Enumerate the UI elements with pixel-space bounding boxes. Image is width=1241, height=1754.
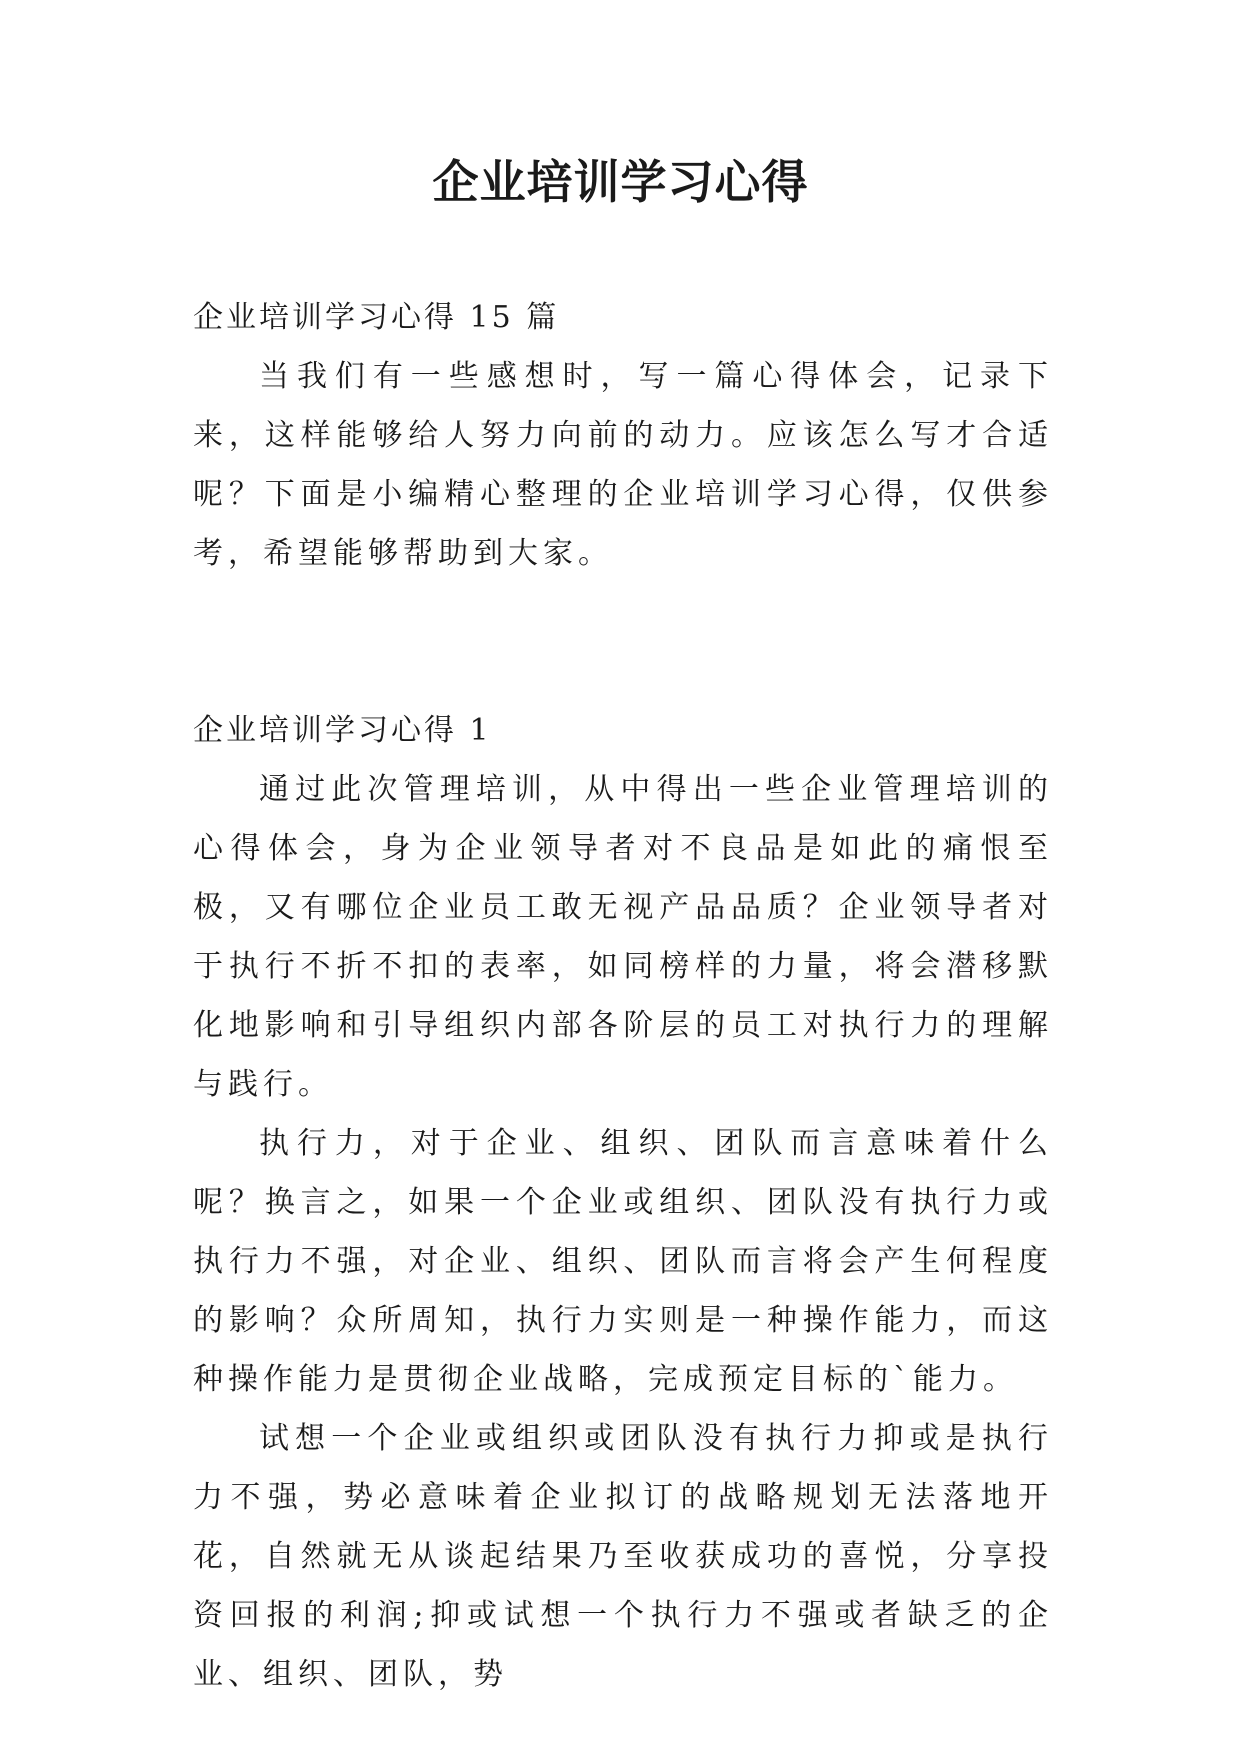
document-title: 企业培训学习心得 [432,155,809,209]
body-paragraph-3: 试想一个企业或组织或团队没有执行力抑或是执行力不强，势必意味着企业拟订的战略规划无法落地开花，自然就无从谈起结果乃至收获成功的喜悦，分享投资回报的利润;抑或试想一个执行力不强或者缺乏的企业、组织、团队，势 [193,1421,1053,1692]
body-paragraph-1: 通过此次管理培训，从中得出一些企业管理培训的心得体会，身为企业领导者对不良品是如此的痛恨至极，又有哪位企业员工敢无视产品品质？企业领导者对于执行不折不扣的表率，如同榜样的力量，将会潜移默化地影响和引导组织内部各阶层的员工对执行力的理解与践行。 [193,772,1053,1102]
document-subtitle: 企业培训学习心得 15 篇 [193,300,560,335]
body-paragraph-2: 执行力，对于企业、组织、团队而言意味着什么呢？换言之，如果一个企业或组织、团队没有执行力或执行力不强，对企业、组织、团队而言将会产生何程度的影响？众所周知，执行力实则是一种操作能力，而这种操作能力是贯彻企业战略，完成预定目标的`能力。 [193,1126,1053,1397]
section-spacer [193,583,1053,701]
document-body [193,288,1053,1704]
section-heading: 企业培训学习心得 1 [193,713,492,748]
intro-paragraph: 当我们有一些感想时，写一篇心得体会，记录下来，这样能够给人努力向前的动力。应该怎么写才合适呢？下面是小编精心整理的企业培训学习心得，仅供参考，希望能够帮助到大家。 [193,359,1053,571]
